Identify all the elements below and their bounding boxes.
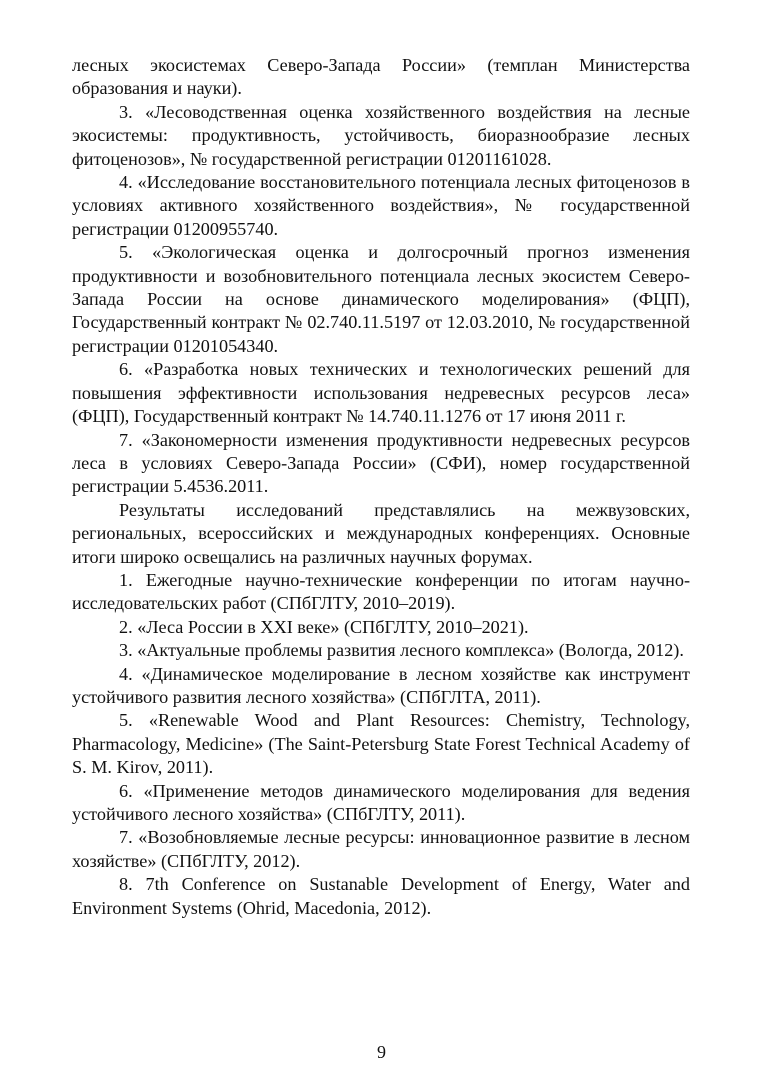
conference-item-4: 4. «Динамическое моделирование в лесном хозяйстве как инструмент устойчивого развития лесного хозяйства» (СПбГЛТА, 2011).: [72, 663, 690, 707]
conference-item-1: 1. Ежегодные научно-технические конференции по итогам научно-исследовательских работ (СПбГЛТУ, 2010–2019).: [72, 569, 690, 614]
project-item-6: 6. «Разработка новых технических и технологических решений для повышения эффективности использования недревесных ресурсов леса» (ФЦП), Государственный контракт № 14.740.11.1276 от 17 июня 2011 г.: [72, 359, 690, 427]
conference-item-3: 3. «Актуальные проблемы развития лесного комплекса» (Вологда, 2012).: [119, 640, 684, 661]
paragraph-continuation: лесных экосистемах Северо-Запада России» (темплан Министерства образования и науки).: [72, 55, 690, 99]
conference-item-8: 8. 7th Conference on Sustanable Development of Energy, Water and Environment Systems (Ohrid, Macedonia, 2012).: [72, 874, 690, 918]
conference-item-7: 7. «Возобновляемые лесные ресурсы: инновационное развитие в лесном хозяйстве» (СПбГЛТУ, 2012).: [72, 827, 690, 871]
conference-item-2: 2. «Леса России в XXI веке» (СПбГЛТУ, 2010–2021).: [119, 616, 529, 637]
conference-item-6: 6. «Применение методов динамического моделирования для ведения устойчивого лесного хозяйства» (СПбГЛТУ, 2011).: [72, 780, 690, 824]
project-item-4: 4. «Исследование восстановительного потенциала лесных фитоценозов в условиях активного хозяйственного воздействия», № государственной регистрации 01200955740.: [72, 172, 690, 239]
conference-item-5: 5. «Renewable Wood and Plant Resources: Chemistry, Technology, Pharmacology, Medicine» (The Saint-Petersburg State Forest Technical Academy of S. M. Kirov, 2011).: [72, 710, 690, 778]
project-item-5: 5. «Экологическая оценка и долгосрочный прогноз изменения продуктивности и возобновительного потенциала лесных экосистем Северо-Запада России на основе динамического моделирования» (ФЦП), Государственный контракт № 02.740.11.5197 от 12.03.2010, № государственной регистрации 01201054340.: [72, 242, 690, 356]
page-number: 9: [377, 1042, 386, 1062]
results-paragraph: Результаты исследований представлялись на межвузовских, региональных, всероссийских и международных конференциях. Основные итоги широко освещались на различных научных форумах.: [72, 499, 690, 567]
project-item-7: 7. «Закономерности изменения продуктивности недревесных ресурсов леса в условиях Северо-Запада России» (СФИ), номер государственной регистрации 5.4536.2011.: [72, 429, 690, 497]
page-body: [72, 54, 690, 920]
project-item-3: 3. «Лесоводственная оценка хозяйственного воздействия на лесные экосистемы: продуктивность, устойчивость, биоразнообразие лесных фитоценозов», № государственной регистрации 01201161028.: [72, 101, 690, 169]
